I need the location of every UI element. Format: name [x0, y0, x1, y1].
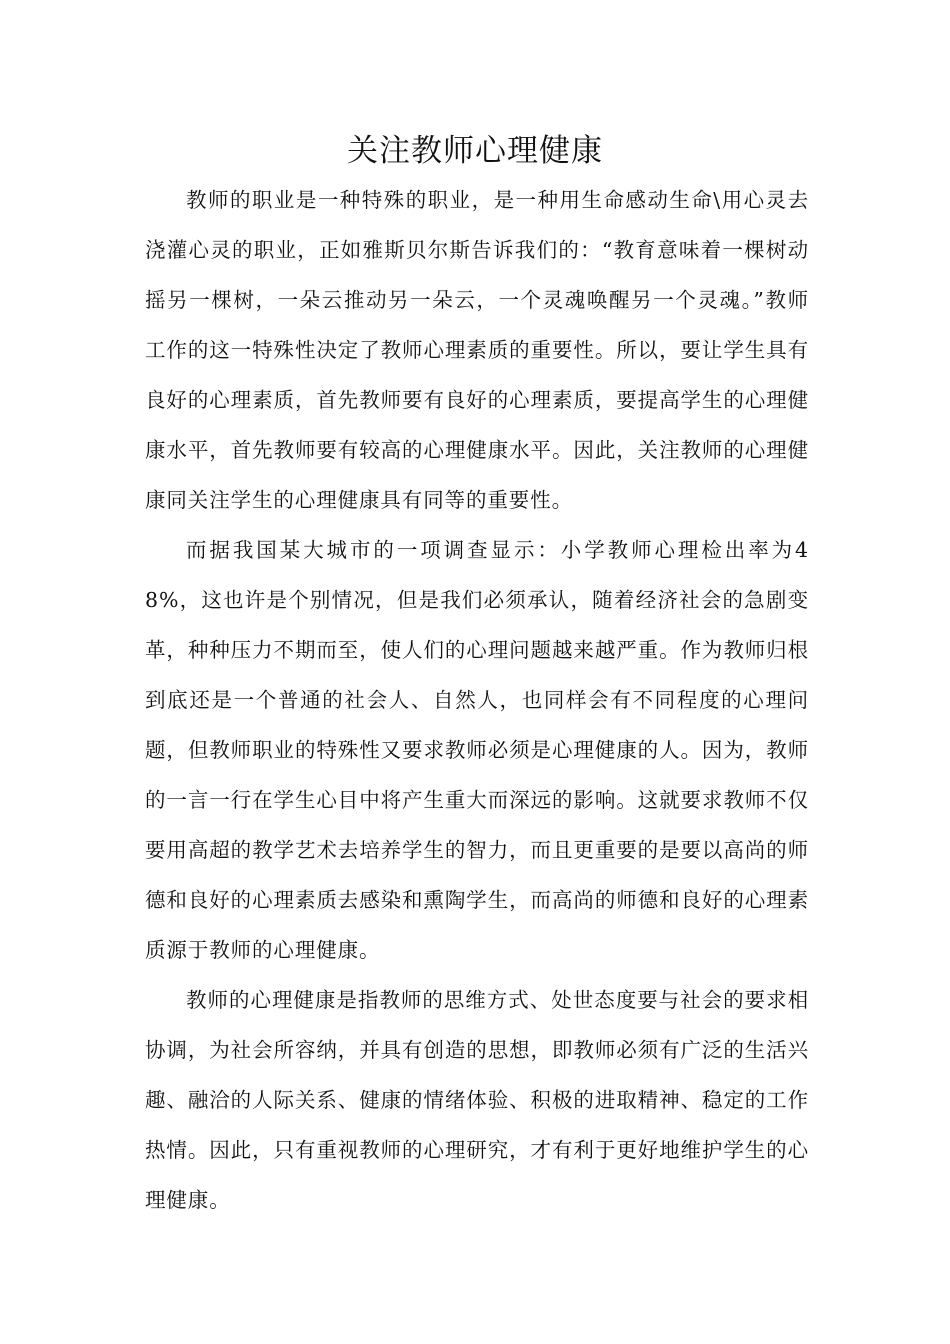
paragraph-3: 教师的心理健康是指教师的思维方式、处世态度要与社会的要求相协调，为社会所容纳，并具有创造的思想，即教师必须有广泛的生活兴趣、融洽的人际关系、健康的情绪体验、积极的进取精神、稳定的工作热情。因此，只有重视教师的心理研究，才有利于更好地维护学生的心理健康。 [145, 988, 809, 1212]
document-body [145, 175, 809, 1225]
document-title: 关注教师心理健康 [347, 133, 603, 169]
paragraph-2: 而据我国某大城市的一项调查显示：小学教师心理检出率为48%，这也许是个别情况，但是我们必须承认，随着经济社会的急剧变革，种种压力不期而至，使人们的心理问题越来越严重。作为教师归根到底还是一个普通的社会人、自然人，也同样会有不同程度的心理问题，但教师职业的特殊性又要求教师必须是心理健康的人。因为，教师的一言一行在学生心目中将产生重大而深远的影响。这就要求教师不仅要用高超的教学艺术去培养学生的智力，而且更重要的是要以高尚的师德和良好的心理素质去感染和熏陶学生，而高尚的师德和良好的心理素质源于教师的心理健康。 [145, 538, 809, 962]
paragraph-1: 教师的职业是一种特殊的职业，是一种用生命感动生命\用心灵去浇灌心灵的职业，正如雅斯贝尔斯告诉我们的：“教育意味着一棵树动摇另一棵树，一朵云推动另一朵云，一个灵魂唤醒另一个灵魂。”教师工作的这一特殊性决定了教师心理素质的重要性。所以，要让学生具有良好的心理素质，首先教师要有良好的心理素质，要提高学生的心理健康水平，首先教师要有较高的心理健康水平。因此，关注教师的心理健康同关注学生的心理健康具有同等的重要性。 [145, 188, 809, 512]
